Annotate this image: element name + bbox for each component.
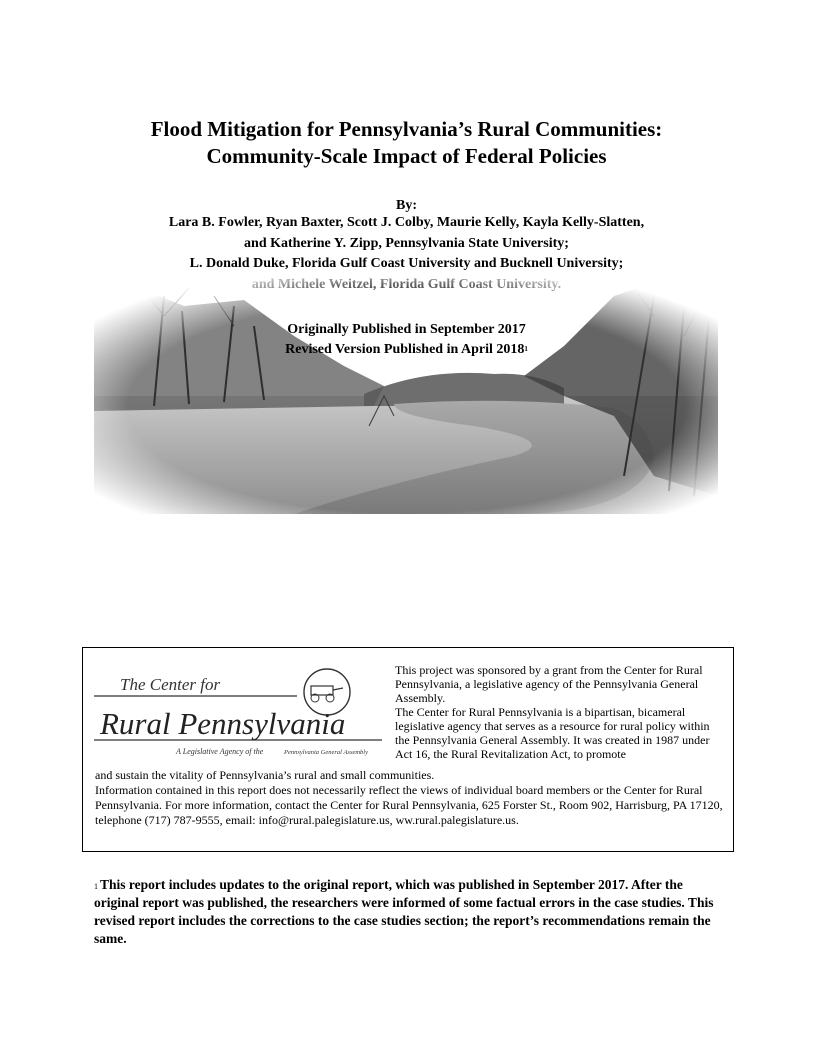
logo-tagline-left: A Legislative Agency of the xyxy=(176,747,264,756)
original-publication-date: Originally Published in September 2017 xyxy=(287,322,526,337)
center-description-paragraph: The Center for Rural Pennsylvania is a bipartisan, bicameral legislative agency that serves as a resource for rural policy within the Pennsylvania General Assembly. It was created in 1987 under Act 16, the Rural Revitalization Act, to promote xyxy=(395,705,710,761)
revised-publication-date xyxy=(200,340,613,360)
publication-dates xyxy=(200,320,613,360)
revised-publication-text: Revised Version Published in April 2018 xyxy=(285,342,525,357)
center-for-rural-pennsylvania-logo xyxy=(92,668,386,772)
river-landscape-photo xyxy=(94,276,718,514)
sponsor-text-column xyxy=(395,663,725,761)
footnote-text: This report includes updates to the original report, which was published in September 2017. After the original report was published, the researchers were informed of some factual errors in the case studies. This revised report includes the corrections to the case studies section; the report’s recommendations remain the same. xyxy=(94,877,714,946)
report-title xyxy=(60,116,753,170)
footnote-reference[interactable]: 1 xyxy=(524,345,528,353)
center-description-continued: and sustain the vitality of Pennsylvania’s rural and small communities. xyxy=(95,768,435,782)
logo-tagline-right: Pennsylvania General Assembly xyxy=(284,749,368,756)
logo-line-2: Rural Pennsylvania xyxy=(100,706,346,741)
footnote xyxy=(94,876,724,948)
sponsor-paragraph: This project was sponsored by a grant from the Center for Rural Pennsylvania, a legislative agency of the Pennsylvania General Assembly. xyxy=(395,663,703,705)
logo-line-1: The Center for xyxy=(120,675,221,694)
author-line: Lara B. Fowler, Ryan Baxter, Scott J. Colby, Maurie Kelly, Kayla Kelly-Slatten, xyxy=(168,215,645,230)
footnote-marker: 1 xyxy=(94,882,98,891)
byline-label: By: xyxy=(396,198,417,213)
author-line: L. Donald Duke, Florida Gulf Coast University and Bucknell University; xyxy=(189,256,624,271)
sponsor-text-full-width xyxy=(95,768,727,828)
disclaimer-paragraph: Information contained in this report does not necessarily reflect the views of individual board members or the Center for Rural Pennsylvania. For more information, contact the Center for Rural Pennsylvania, 625 Forster St., Room 902, Harrisburg, PA 17120, telephone (717) 787-9555, email: info@rural.palegislature.us, ww.rural.palegislature.us. xyxy=(95,783,723,827)
author-line: and Katherine Y. Zipp, Pennsylvania State University; xyxy=(244,235,569,251)
title-line-1: Flood Mitigation for Pennsylvania’s Rural Communities: xyxy=(150,117,663,141)
title-line-2: Community-Scale Impact of Federal Policies xyxy=(206,144,607,168)
